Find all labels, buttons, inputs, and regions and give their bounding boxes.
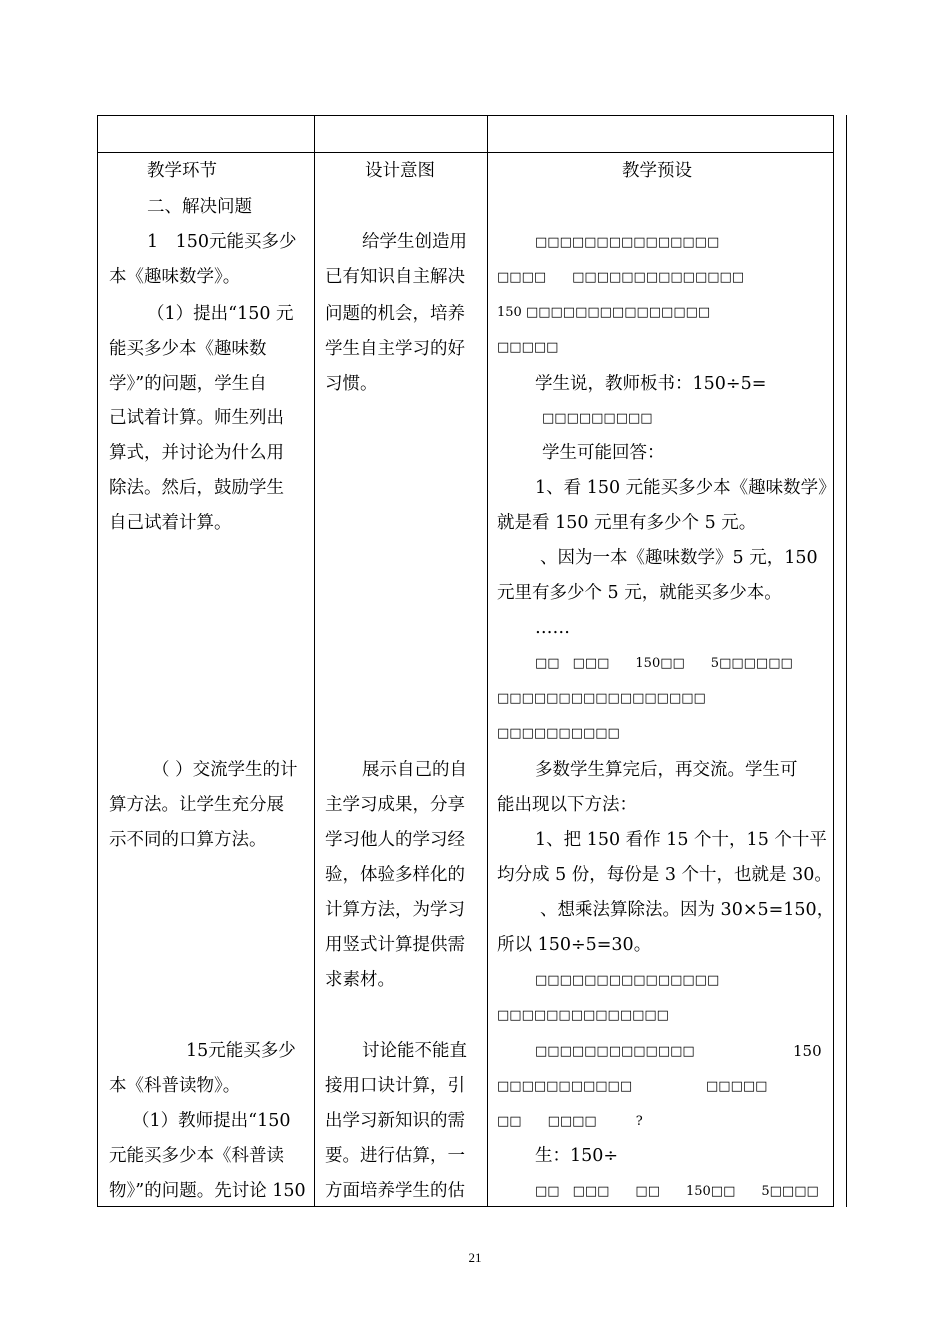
intent-text: 学生自主学习的好 [325,339,465,359]
intent-text: 接用口诀计算，引 [325,1076,465,1096]
plan-text: 就是看 150 元里有多少个 5 元。 [497,513,757,533]
plan-text: 生：150÷ [535,1146,619,1166]
intent-text: 用竖式计算提供需 [325,935,465,955]
intent-text: 要。进行估算，一 [325,1146,465,1166]
plan-text: 学生可能回答： [542,443,665,463]
plan-text: □□□□□□□□□□□□□□□□□ [497,691,706,706]
stage-text: 1 150元能买多少 [147,232,297,252]
stage-text: 算式，并讨论为什么用 [109,443,284,463]
plan-text: □□□□□□□□□□□□□□□ [535,973,720,988]
plan-text: 均分成 5 份，每份是 3 个十，也就是 30。 [497,865,832,885]
header-design-intent: 设计意图 [365,161,435,181]
stage-text: 自己试着计算。 [109,513,232,533]
column-divider [314,116,315,1206]
row-divider [98,152,833,153]
plan-text: …… [535,618,570,638]
stage-text: （ ）交流学生的计 [152,760,298,780]
plan-text: □□□□□□□□□□□□□ [535,1044,695,1059]
intent-text: 学习他人的学习经 [325,830,465,850]
intent-text: 主学习成果，分享 [325,795,465,815]
intent-text: 讨论能不能直 [362,1041,467,1061]
stage-text: 物》”的问题。先讨论 150 [109,1181,306,1201]
header-teaching-plan: 教学预设 [622,161,692,181]
plan-text: □□□□□□□□□□□ [497,1079,633,1094]
plan-text: 1、把 150 看作 15 个十，15 个十平 [535,830,827,850]
plan-text: 1、看 150 元能买多少本《趣味数学》 [535,478,836,498]
intent-text: 计算方法，为学习 [325,900,465,920]
stage-text: 己试着计算。师生列出 [109,408,284,428]
plan-text: 所以 150÷5=30。 [497,935,652,955]
stage-text: （1）提出“150 元 [147,304,294,324]
intent-text: 已有知识自主解决 [325,267,465,287]
stage-text: 示不同的口算方法。 [109,830,267,850]
intent-text: 出学习新知识的需 [325,1111,465,1131]
plan-text: □□□□□□□□□ [542,411,653,426]
stage-title: 二、解决问题 [147,197,252,217]
stage-text: 算方法。让学生充分展 [109,795,284,815]
stage-text: 本《趣味数学》。 [109,267,241,287]
plan-text: 多数学生算完后，再交流。学生可 [535,760,798,780]
plan-text: □□ □□□□ ? [497,1114,643,1129]
right-edge-line [846,115,847,1207]
stage-text: 15元能买多少 [186,1041,296,1061]
plan-text: 150 □□□□□□□□□□□□□□□ [497,305,711,320]
stage-text: 本《科普读物》。 [109,1076,241,1096]
stage-text: 能买多少本《趣味数 [109,339,267,359]
stage-text: 元能买多少本《科普读 [109,1146,284,1166]
intent-text: 给学生创造用 [362,232,467,252]
intent-text: 展示自己的自 [362,760,467,780]
plan-text: 150 [793,1042,822,1060]
intent-text: 求素材。 [325,970,395,990]
plan-text: □□□□ □□□□□□□□□□□□□□ [497,270,745,285]
header-teaching-stage: 教学环节 [147,161,217,181]
plan-text: □□□□□ [706,1079,768,1094]
plan-text: □□□□□□□□□□ [497,726,620,741]
page-number: 21 [468,1250,482,1265]
intent-text: 问题的机会，培养 [325,304,465,324]
plan-text: 学生说，教师板书：150÷5= [535,374,767,394]
stage-text: 除法。然后，鼓励学生 [109,478,284,498]
plan-text: □□□□□ [497,340,559,355]
intent-text: 方面培养学生的估 [325,1181,465,1201]
column-divider [487,116,488,1206]
intent-text: 习惯。 [325,374,378,394]
stage-text: 学》”的问题，学生自 [109,374,267,394]
plan-text: □□□□□□□□□□□□□□□ [535,235,720,250]
plan-text: □□ □□□ 150□□ 5□□□□□□ [535,656,793,671]
plan-text: 、想乘法算除法。因为 30×5=150， [540,900,835,920]
plan-text: 元里有多少个 5 元，就能买多少本。 [497,583,782,603]
plan-text: 、因为一本《趣味数学》5 元，150 [540,548,818,568]
plan-text: □□ □□□ □□ 150□□ 5□□□□ [535,1184,819,1199]
stage-text: （1）教师提出“150 [132,1111,291,1131]
plan-text: 能出现以下方法： [497,795,637,815]
plan-text: □□□□□□□□□□□□□□ [497,1008,669,1023]
intent-text: 验，体验多样化的 [325,865,465,885]
